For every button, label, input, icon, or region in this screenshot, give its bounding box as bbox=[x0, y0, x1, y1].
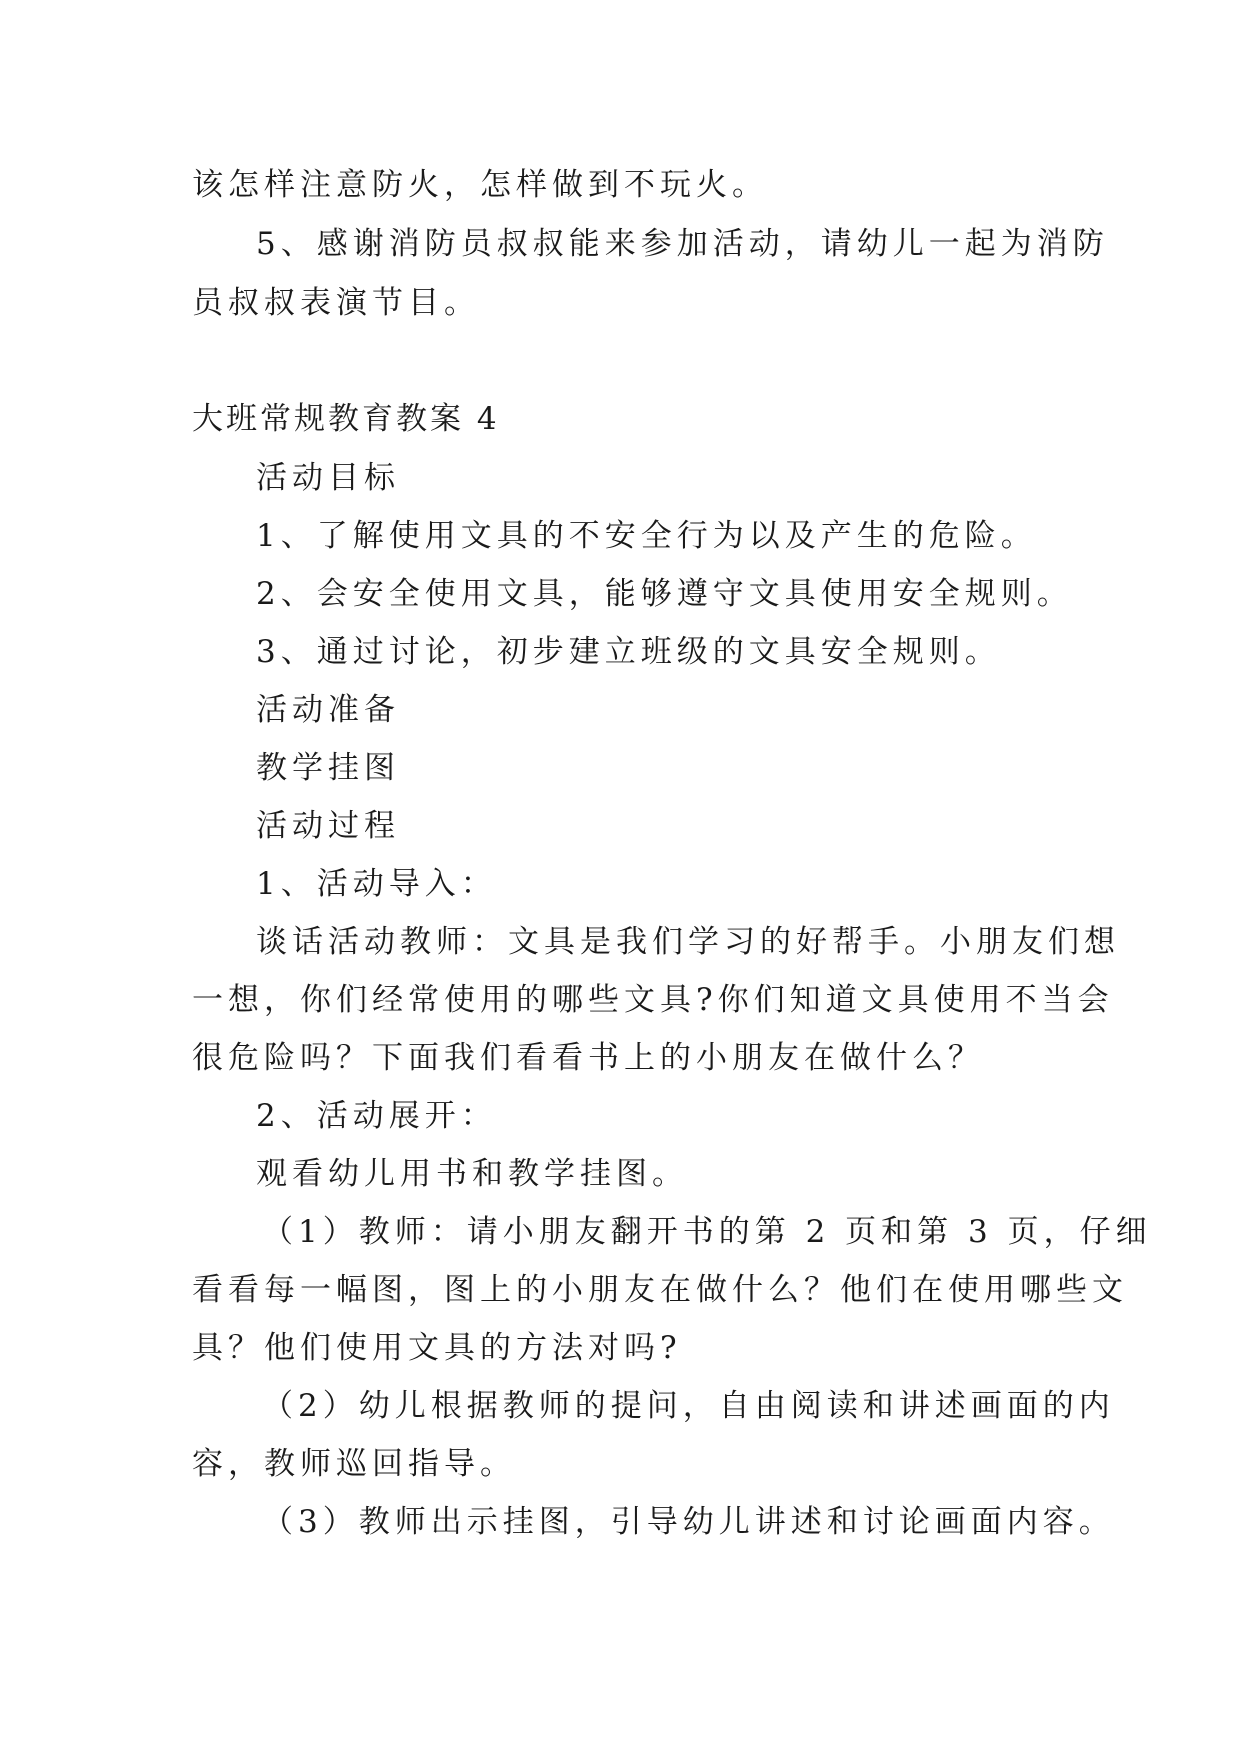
list-item: 1、活动导入： bbox=[256, 866, 497, 902]
list-item: 1、了解使用文具的不安全行为以及产生的危险。 bbox=[256, 518, 1037, 554]
list-item: 3、通过讨论，初步建立班级的文具安全规则。 bbox=[256, 634, 1001, 670]
paragraph-line: 5、感谢消防员叔叔能来参加活动，请幼儿一起为消防 bbox=[256, 226, 1109, 262]
paragraph-line: 看看每一幅图，图上的小朋友在做什么？他们在使用哪些文 bbox=[192, 1272, 1128, 1308]
section-heading: 活动准备 bbox=[256, 692, 400, 728]
paragraph-line: 很危险吗？下面我们看看书上的小朋友在做什么？ bbox=[192, 1040, 984, 1076]
list-item: 2、活动展开： bbox=[256, 1098, 497, 1134]
paragraph-line: 员叔叔表演节目。 bbox=[192, 285, 480, 321]
paragraph-line: 该怎样注意防火，怎样做到不玩火。 bbox=[192, 167, 768, 203]
paragraph-line: 谈话活动教师：文具是我们学习的好帮手。小朋友们想 bbox=[256, 924, 1120, 960]
section-heading: 活动目标 bbox=[256, 460, 400, 496]
section-title: 大班常规教育教案 4 bbox=[192, 401, 500, 437]
paragraph-line: （3）教师出示挂图，引导幼儿讲述和讨论画面内容。 bbox=[262, 1504, 1115, 1540]
section-heading: 活动过程 bbox=[256, 808, 400, 844]
list-item: 2、会安全使用文具，能够遵守文具使用安全规则。 bbox=[256, 576, 1073, 612]
paragraph-line: 容，教师巡回指导。 bbox=[192, 1446, 516, 1482]
paragraph-line: （2）幼儿根据教师的提问，自由阅读和讲述画面的内 bbox=[262, 1388, 1115, 1424]
paragraph-line: 具？他们使用文具的方法对吗? bbox=[192, 1330, 682, 1366]
paragraph-line: 观看幼儿用书和教学挂图。 bbox=[256, 1156, 688, 1192]
paragraph-line: （1）教师：请小朋友翻开书的第 2 页和第 3 页，仔细 bbox=[262, 1214, 1152, 1250]
paragraph-line: 一想，你们经常使用的哪些文具?你们知道文具使用不当会 bbox=[192, 982, 1114, 1018]
paragraph-line: 教学挂图 bbox=[256, 750, 400, 786]
